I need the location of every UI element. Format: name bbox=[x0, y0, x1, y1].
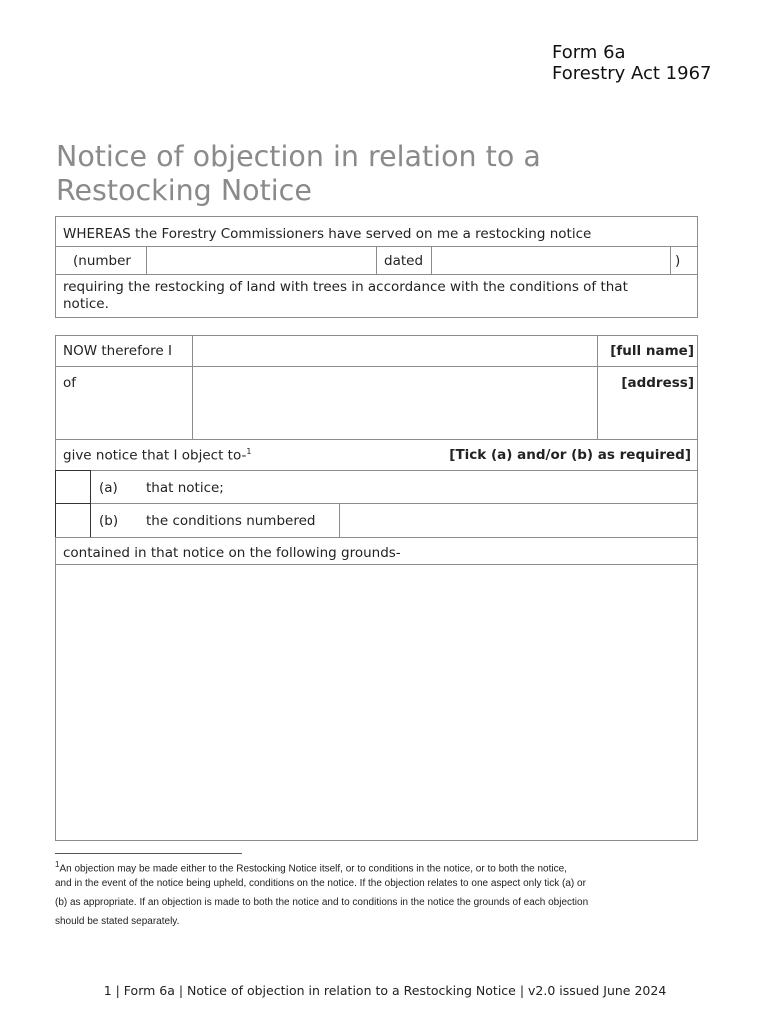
conditions-numbered-field[interactable] bbox=[340, 504, 697, 537]
dated-label: dated bbox=[384, 253, 424, 269]
now-therefore-label: NOW therefore I bbox=[63, 343, 172, 359]
option-b-letter: (b) bbox=[99, 513, 119, 529]
close-paren: ) bbox=[675, 253, 681, 269]
divider bbox=[55, 470, 698, 471]
option-a-text: that notice; bbox=[146, 480, 224, 496]
divider bbox=[597, 335, 598, 439]
divider bbox=[55, 537, 698, 538]
footnote-text: An objection may be made either to the Restocking Notice itself, or to conditions in the notice, or to both the notice, bbox=[59, 863, 567, 875]
divider bbox=[376, 246, 377, 274]
form-number: Form 6a bbox=[552, 42, 626, 63]
divider bbox=[55, 274, 698, 275]
divider bbox=[670, 246, 671, 274]
notice-number-field[interactable] bbox=[147, 247, 376, 273]
footnote-reference: 1 bbox=[246, 447, 252, 456]
requiring-text-line1: requiring the restocking of land with trees in accordance with the conditions of that bbox=[63, 279, 628, 295]
number-label: (number bbox=[73, 253, 131, 269]
give-notice-text bbox=[63, 447, 251, 464]
footnote-line2: and in the event of the notice being upheld, conditions on the notice. If the objection relates to one aspect only tick (a) or bbox=[55, 878, 586, 889]
divider bbox=[55, 439, 698, 440]
full-name-hint: [full name] bbox=[610, 343, 694, 359]
give-notice-label: give notice that I object to- bbox=[63, 447, 247, 464]
address-hint: [address] bbox=[621, 375, 694, 391]
option-a-letter: (a) bbox=[99, 480, 118, 496]
footnote-line4: should be stated separately. bbox=[55, 916, 180, 927]
footnote-line3: (b) as appropriate. If an objection is made to both the notice and to conditions in the notice the grounds of each objection bbox=[55, 897, 589, 908]
page-title: Notice of objection in relation to a Restocking Notice bbox=[56, 140, 541, 207]
footnote-separator bbox=[55, 853, 242, 854]
whereas-text: WHEREAS the Forestry Commissioners have served on me a restocking notice bbox=[63, 226, 592, 242]
option-a-checkbox[interactable] bbox=[55, 470, 91, 504]
full-name-field[interactable] bbox=[193, 336, 597, 366]
of-label: of bbox=[63, 375, 77, 391]
contained-text: contained in that notice on the following grounds- bbox=[63, 545, 401, 561]
notice-date-field[interactable] bbox=[432, 247, 670, 273]
form-identifier bbox=[552, 42, 712, 84]
grounds-field[interactable] bbox=[56, 565, 697, 840]
tick-instruction: [Tick (a) and/or (b) as required] bbox=[449, 447, 691, 463]
act-name: Forestry Act 1967 bbox=[552, 63, 712, 84]
page-footer: 1 | Form 6a | Notice of objection in relation to a Restocking Notice | v2.0 issued June 2024 bbox=[103, 983, 667, 998]
footnote-marker: 1 bbox=[55, 860, 60, 869]
requiring-text-line2: notice. bbox=[63, 296, 109, 312]
option-b-checkbox[interactable] bbox=[55, 503, 91, 538]
option-b-text: the conditions numbered bbox=[146, 513, 316, 529]
address-field[interactable] bbox=[193, 367, 597, 439]
